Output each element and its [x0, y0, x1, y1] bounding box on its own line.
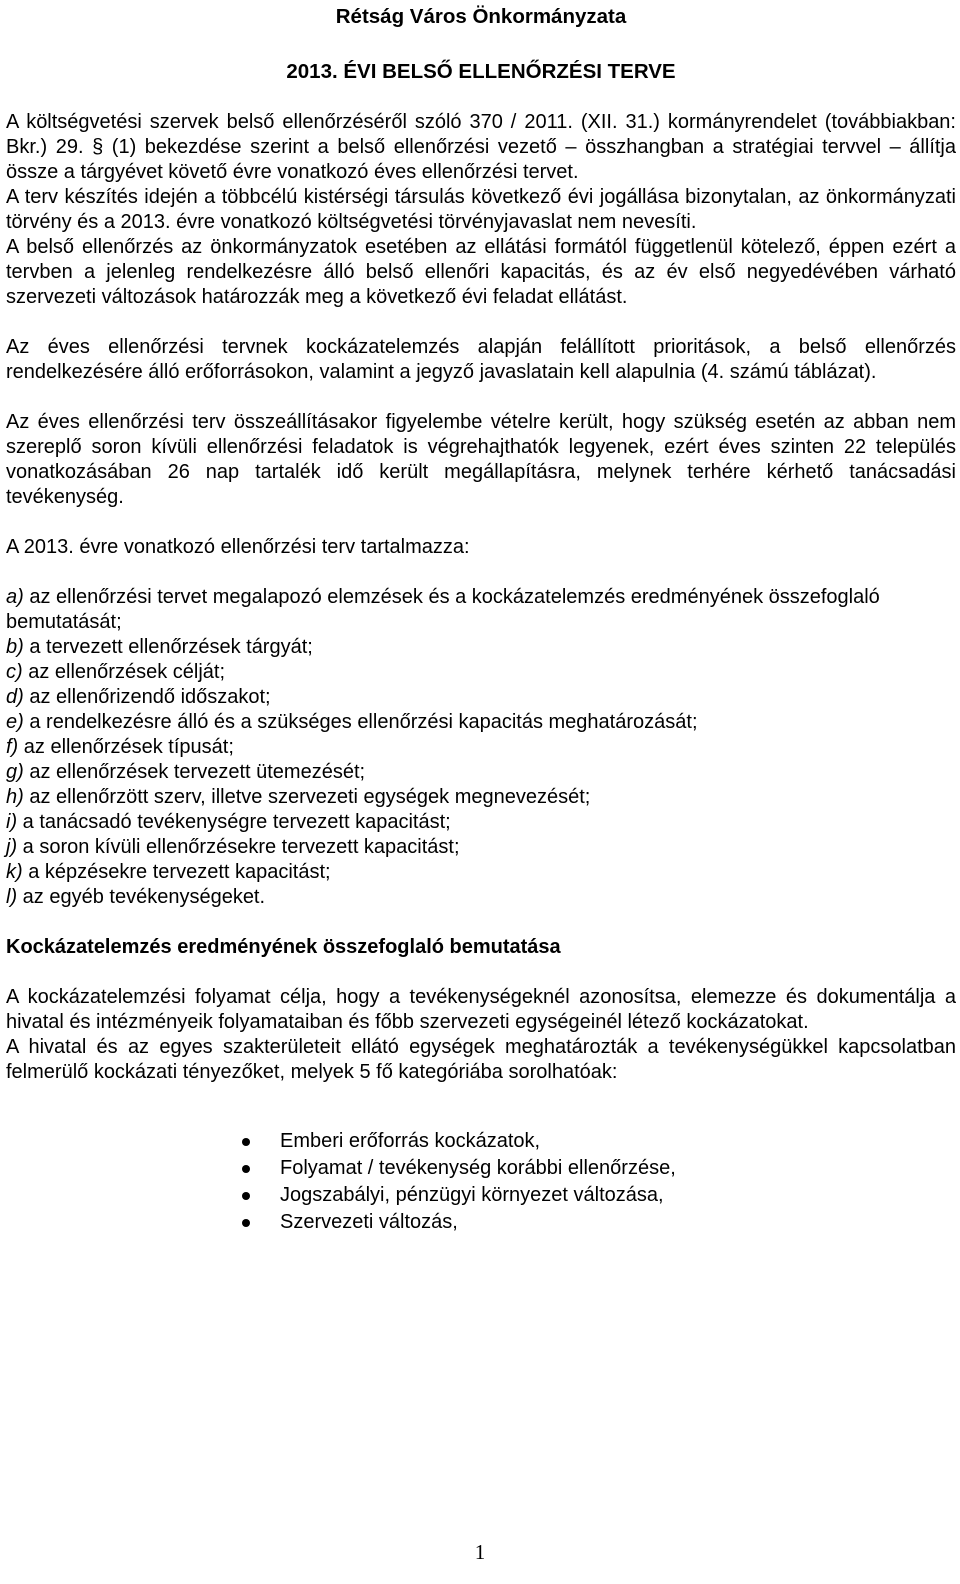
list-item-letter: j): [6, 836, 18, 858]
page-number: 1: [474, 1540, 486, 1564]
list-item-text: a rendelkezésre álló és a szükséges ellenőrzési kapacitás meghatározását;: [23, 711, 698, 733]
risk-category-item: [6, 1128, 956, 1155]
list-item-text: a tanácsadó tevékenységre tervezett kapacitást;: [17, 811, 451, 833]
list-item-letter: f): [6, 736, 19, 758]
risk-category-list: [6, 1128, 956, 1236]
list-item: [6, 685, 956, 710]
list-item-text: a képzésekre tervezett kapacitást;: [22, 861, 331, 883]
section-paragraph-2: A hivatal és az egyes szakterületeit ellátó egységek meghatározták a tevékenységükkel kapcsolatban felmerülő kockázati tényezőket, melyek 5 fő kategóriába sorolhatóak:: [6, 1036, 956, 1083]
intro-paragraph-5: Az éves ellenőrzési terv összeállításakor figyelembe vételre került, hogy szükség esetén az abban nem szereplő soron kívüli ellenőrzési feladatok is végrehajthatók legyenek, ezért éves szinten 22 település vonatkozásában 26 nap tartalék idő került megállapításra, melynek terhére kérhető tanácsadási tevékenység.: [6, 411, 956, 508]
document-subtitle: 2013. ÉVI BELSŐ ELLENŐRZÉSI TERVE: [286, 60, 676, 83]
list-item: [6, 660, 956, 685]
risk-category-item: [6, 1155, 956, 1182]
risk-category-item: [6, 1182, 956, 1209]
list-item: [6, 710, 956, 735]
contents-intro: A 2013. évre vonatkozó ellenőrzési terv tartalmazza:: [6, 536, 470, 558]
risk-category-label: Szervezeti változás,: [280, 1211, 458, 1233]
list-item: [6, 810, 956, 835]
intro-paragraph-2: A terv készítés idején a többcélú kistérségi társulás következő évi jogállása bizonytalan, az önkormányzati törvény és a 2013. évre vonatkozó költségvetési törvényjavaslat nem nevesíti.: [6, 186, 956, 233]
list-item-text: az ellenőrzések tervezett ütemezését;: [23, 761, 366, 783]
list-item: [6, 835, 956, 860]
list-item-text: az egyéb tevékenységeket.: [17, 886, 266, 908]
list-item-letter: a): [6, 586, 24, 608]
section-heading: Kockázatelemzés eredményének összefoglaló bemutatása: [6, 936, 561, 958]
list-item: [6, 635, 956, 660]
list-item-letter: i): [6, 811, 18, 833]
section-paragraph-1: A kockázatelemzési folyamat célja, hogy a tevékenységeknél azonosítsa, elemezze és dokumentálja a hivatal és intézményeik folyamataiban és főbb szervezeti egységeinél létező kockázatokat.: [6, 986, 956, 1033]
intro-paragraph-4: Az éves ellenőrzési tervnek kockázatelemzés alapján felállított prioritások, a belső ellenőrzés rendelkezésére álló erőforrásokon, valamint a jegyző javaslatain kell alapulnia (4. számú táblázat).: [6, 336, 956, 383]
list-item-letter: g): [6, 761, 24, 783]
list-item-letter: c): [6, 661, 23, 683]
list-item-letter: h): [6, 786, 24, 808]
list-item-text: az ellenőrzések célját;: [22, 661, 225, 683]
intro-paragraph-1: A költségvetési szervek belső ellenőrzéséről szóló 370 / 2011. (XII. 31.) kormányrendelet (továbbiakban: Bkr.) 29. § (1) bekezdése szerint a belső ellenőrzési vezető – összhangban a stratégiai tervvel – állítja össze a tárgyévet követő évre vonatkozó éves ellenőrzési tervet.: [6, 111, 956, 183]
bullet-icon: [242, 1219, 250, 1227]
list-item: [6, 785, 956, 810]
list-item: [6, 735, 956, 760]
list-item-letter: l): [6, 886, 18, 908]
list-item-text: az ellenőrzött szerv, illetve szervezeti egységek megnevezését;: [23, 786, 591, 808]
list-item-letter: b): [6, 636, 24, 658]
list-item: [6, 860, 956, 885]
list-item-letter: k): [6, 861, 23, 883]
list-item: [6, 885, 956, 910]
list-item: [6, 760, 956, 785]
list-item-text: a soron kívüli ellenőrzésekre tervezett kapacitást;: [17, 836, 460, 858]
document-title: Rétság Város Önkormányzata: [335, 5, 627, 28]
bullet-icon: [242, 1138, 250, 1146]
list-item-text: a tervezett ellenőrzések tárgyát;: [23, 636, 313, 658]
document-page: [6, 0, 956, 1236]
risk-category-label: Folyamat / tevékenység korábbi ellenőrzése,: [280, 1157, 676, 1179]
bullet-icon: [242, 1192, 250, 1200]
list-item-letter: e): [6, 711, 24, 733]
list-item: [6, 585, 956, 635]
list-item-text: az ellenőrzések típusát;: [18, 736, 234, 758]
intro-paragraph-3: A belső ellenőrzés az önkormányzatok esetében az ellátási formától függetlenül kötelező, éppen ezért a tervben a jelenleg rendelkezésre álló belső ellenőri kapacitás, és az év első negyedévében várható szervezeti változások határozzák meg a következő évi feladat ellátást.: [6, 236, 956, 308]
list-item-text: az ellenőrizendő időszakot;: [23, 686, 271, 708]
list-item-text: az ellenőrzési tervet megalapozó elemzések és a kockázatelemzés eredményének összefoglaló bemutatását;: [6, 586, 880, 633]
risk-category-label: Jogszabályi, pénzügyi környezet változása,: [280, 1184, 664, 1206]
bullet-icon: [242, 1165, 250, 1173]
risk-category-label: Emberi erőforrás kockázatok,: [280, 1130, 541, 1152]
list-item-letter: d): [6, 686, 24, 708]
contents-list: [6, 585, 956, 910]
risk-category-item: [6, 1209, 956, 1236]
